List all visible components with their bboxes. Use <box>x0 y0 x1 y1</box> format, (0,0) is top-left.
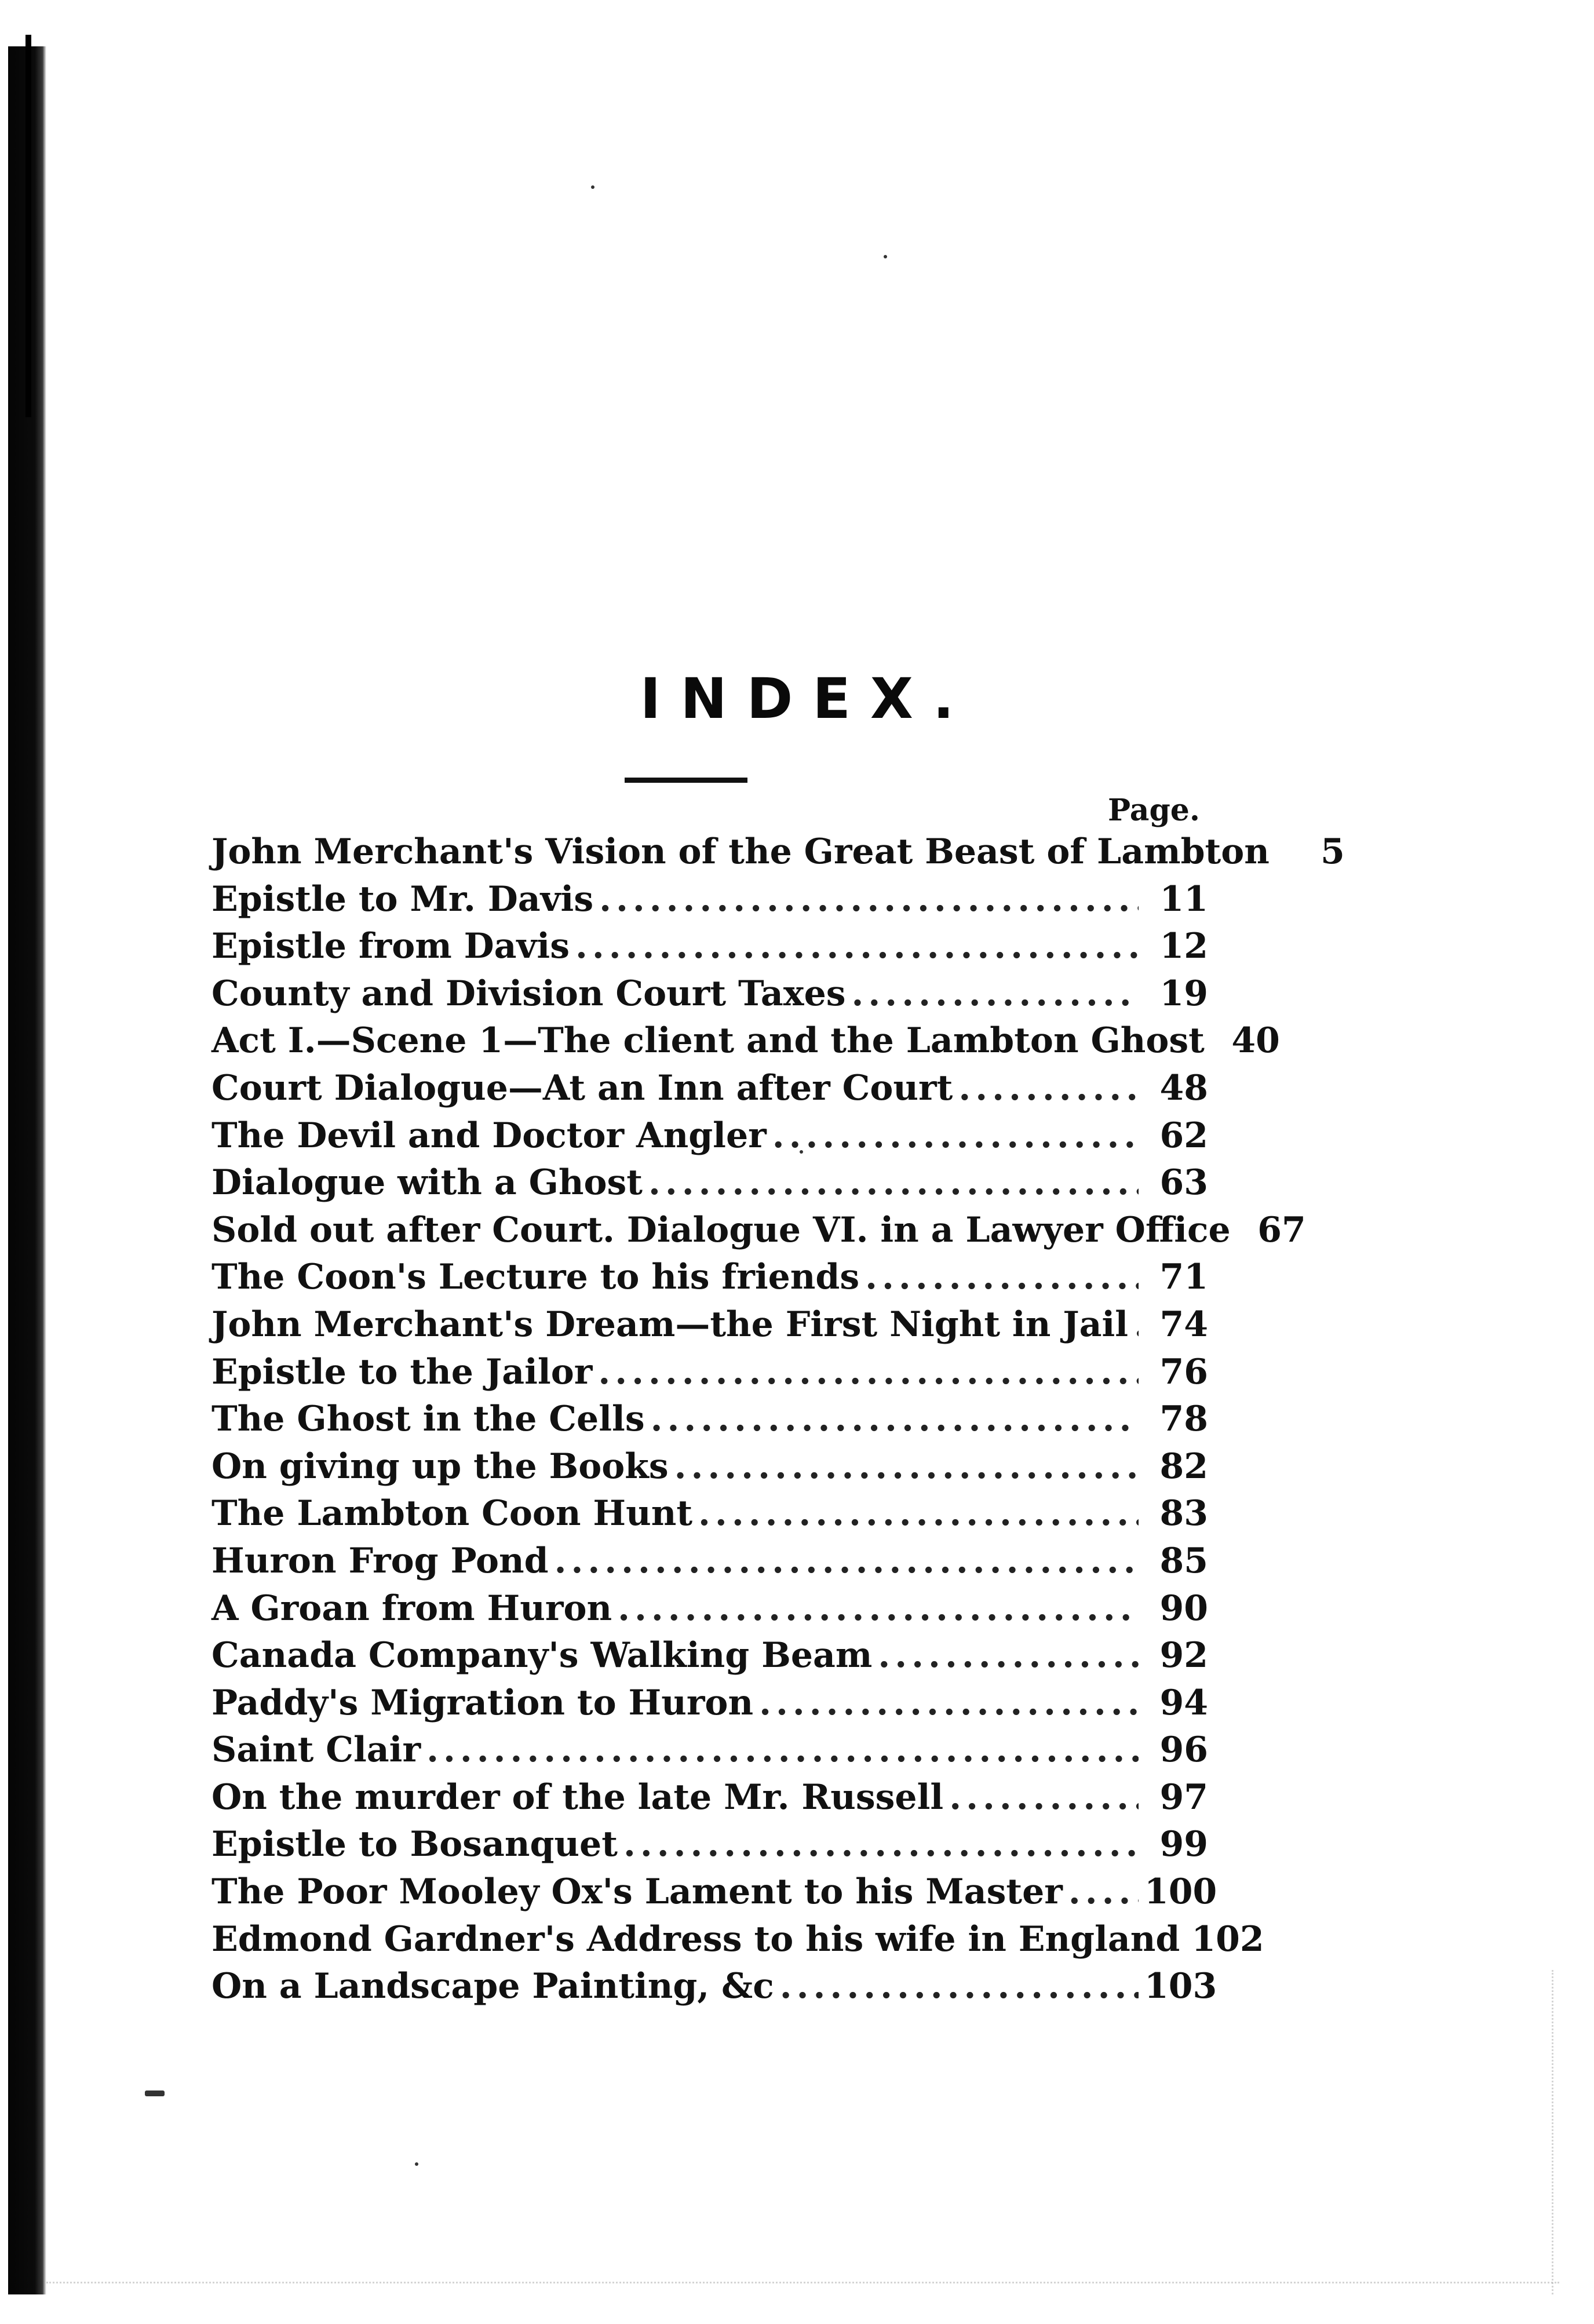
entry-title: Epistle to the Jailor <box>211 1351 593 1392</box>
entry-page-number: 11 <box>1159 878 1208 920</box>
index-entry <box>211 1632 1208 1680</box>
entry-page-number: 83 <box>1159 1493 1208 1534</box>
index-entry <box>211 1443 1208 1491</box>
dot-leader <box>878 1632 1139 1680</box>
entry-title: On giving up the Books <box>211 1446 669 1487</box>
entry-title: Edmond Gardner's Address to his wife in England <box>211 1918 1180 1960</box>
entry-page-number: 76 <box>1159 1351 1208 1392</box>
index-entry <box>211 923 1208 971</box>
entry-title: Act I.—Scene 1—The client and the Lambton Ghost <box>211 1020 1205 1061</box>
index-heading: INDEX. <box>640 666 974 731</box>
index-entry <box>211 1963 1217 2011</box>
index-entry <box>211 1869 1217 1916</box>
entry-title: Epistle to Mr. Davis <box>211 878 594 920</box>
index-entry <box>211 829 1345 876</box>
dot-leader <box>651 1396 1139 1443</box>
dot-leader <box>575 923 1139 971</box>
page-right-edge <box>1552 1970 1571 2294</box>
book-spine-edge <box>25 35 31 417</box>
index-entry <box>211 1396 1208 1443</box>
dot-leader <box>599 876 1139 924</box>
entry-page-number: 67 <box>1257 1209 1306 1250</box>
entry-title: The Poor Mooley Ox's Lament to his Master <box>211 1871 1063 1913</box>
entry-page-number: 94 <box>1159 1682 1208 1723</box>
entry-title: Dialogue with a Ghost <box>211 1162 643 1203</box>
entry-page-number: 92 <box>1159 1635 1208 1676</box>
entry-title: The Coon's Lecture to his friends <box>211 1257 860 1298</box>
index-entry <box>211 1349 1208 1396</box>
index-entry <box>211 971 1208 1018</box>
entry-title: Huron Frog Pond <box>211 1540 549 1581</box>
entry-title: Epistle from Davis <box>211 926 570 967</box>
entry-title: The Devil and Doctor Angler <box>211 1115 767 1156</box>
entry-page-number: 90 <box>1159 1588 1208 1629</box>
entry-title: County and Division Court Taxes <box>211 973 846 1014</box>
entry-page-number: 103 <box>1144 1966 1217 2007</box>
index-entry <box>211 1585 1208 1633</box>
paper-speck <box>591 185 594 189</box>
entry-page-number: 63 <box>1159 1162 1208 1203</box>
dot-leader <box>949 1774 1139 1822</box>
dot-leader <box>698 1490 1139 1538</box>
dot-leader <box>772 1112 1139 1160</box>
dot-leader <box>1134 1301 1139 1349</box>
index-entry <box>211 1065 1208 1112</box>
index-entry <box>211 1159 1208 1207</box>
dot-leader <box>958 1065 1139 1112</box>
entry-title: Paddy's Migration to Huron <box>211 1682 754 1723</box>
dot-leader <box>1068 1869 1139 1916</box>
entry-page-number: 40 <box>1231 1020 1280 1061</box>
entry-page-number: 96 <box>1159 1730 1208 1771</box>
index-entry <box>211 1017 1280 1065</box>
dot-leader <box>648 1159 1139 1207</box>
dot-leader <box>852 971 1139 1018</box>
dot-leader <box>598 1349 1139 1396</box>
entry-page-number: 99 <box>1159 1824 1208 1865</box>
page-column-label: Page. <box>1108 793 1200 828</box>
dot-leader <box>623 1821 1139 1869</box>
heading-rule <box>625 778 747 783</box>
dot-leader <box>865 1254 1139 1301</box>
entry-page-number: 102 <box>1191 1918 1264 1960</box>
entry-title: The Lambton Coon Hunt <box>211 1493 693 1534</box>
entry-title: On a Landscape Painting, &c <box>211 1966 774 2007</box>
entry-page-number: 19 <box>1159 973 1208 1014</box>
entry-title: Saint Clair <box>211 1730 421 1771</box>
index-entry <box>211 1680 1208 1727</box>
index-entry <box>211 1112 1208 1160</box>
entry-title: Sold out after Court. Dialogue VI. in a Lawyer Office <box>211 1209 1231 1250</box>
dot-leader <box>759 1680 1139 1727</box>
index-entry <box>211 1727 1208 1774</box>
entry-page-number: 48 <box>1159 1067 1208 1108</box>
entry-title: A Groan from Huron <box>211 1588 612 1629</box>
index-entry <box>211 1538 1208 1585</box>
index-entry <box>211 1254 1208 1301</box>
entry-page-number: 74 <box>1159 1304 1208 1345</box>
entry-title: John Merchant's Vision of the Great Beast of Lambton <box>211 831 1270 872</box>
index-entry <box>211 876 1208 924</box>
entry-page-number: 97 <box>1159 1776 1208 1818</box>
entry-page-number: 71 <box>1159 1257 1208 1298</box>
dot-leader <box>674 1443 1139 1491</box>
page-bottom-edge <box>46 2282 1559 2301</box>
entry-title: The Ghost in the Cells <box>211 1399 645 1440</box>
dot-leader <box>426 1727 1139 1774</box>
index-entry <box>211 1490 1208 1538</box>
dot-leader <box>618 1585 1139 1633</box>
entry-title: Epistle to Bosanquet <box>211 1824 618 1865</box>
entry-page-number: 85 <box>1159 1540 1208 1581</box>
dot-leader <box>555 1538 1139 1585</box>
paper-speck <box>884 255 887 258</box>
entry-title: Court Dialogue—At an Inn after Court <box>211 1067 953 1108</box>
paper-speck <box>415 2162 418 2166</box>
entry-page-number: 82 <box>1159 1446 1208 1487</box>
index-list <box>211 829 1345 2011</box>
index-entry <box>211 1916 1264 1964</box>
entry-page-number: 100 <box>1144 1871 1217 1913</box>
entry-page-number: 5 <box>1321 831 1345 872</box>
index-entry <box>211 1301 1208 1349</box>
index-entry <box>211 1207 1306 1254</box>
entry-page-number: 78 <box>1159 1399 1208 1440</box>
index-entry <box>211 1774 1208 1822</box>
entry-page-number: 12 <box>1159 926 1208 967</box>
entry-title: On the murder of the late Mr. Russell <box>211 1776 944 1818</box>
entry-title: Canada Company's Walking Beam <box>211 1635 873 1676</box>
index-entry <box>211 1821 1208 1869</box>
paper-speck <box>145 2090 165 2096</box>
dot-leader <box>780 1963 1139 2011</box>
entry-page-number: 62 <box>1159 1115 1208 1156</box>
entry-title: John Merchant's Dream—the First Night in Jail <box>211 1304 1129 1345</box>
